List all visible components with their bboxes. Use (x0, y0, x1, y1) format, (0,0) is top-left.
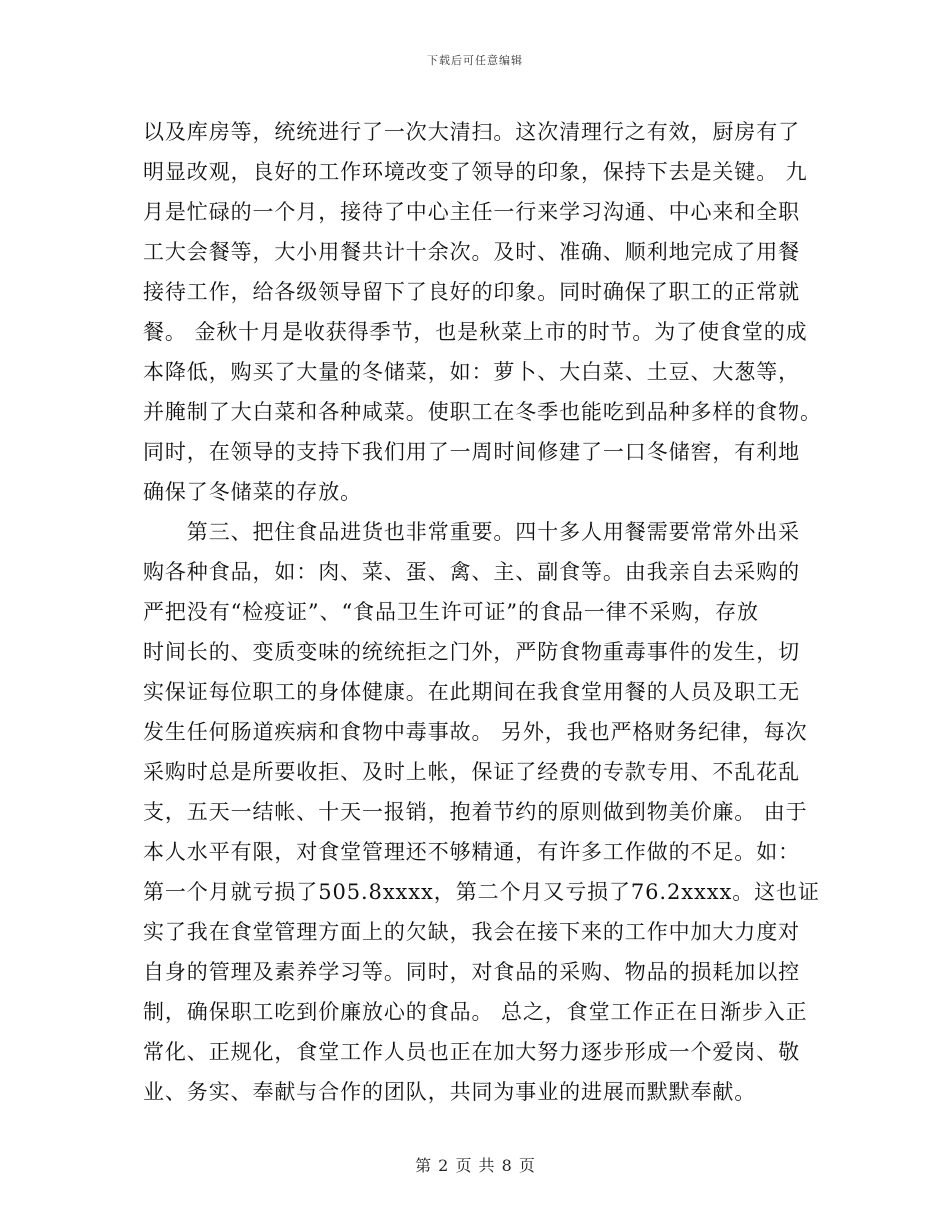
text-line: 实了我在食堂管理方面上的欠缺，我会在接下来的工作中加大力度对 (143, 920, 800, 944)
text-line: 明显改观，良好的工作环境改变了领导的印象，保持下去是关键。 九 (143, 160, 808, 184)
text-line: 月是忙碌的一个月，接待了中心主任一行来学习沟通、中心来和全职 (143, 200, 800, 224)
text-line: 自身的管理及素养学习等。同时，对食品的采购、物品的损耗加以控 (143, 960, 800, 984)
text-line: 业、务实、奉献与合作的团队，共同为事业的进展而默默奉献。 (143, 1080, 757, 1104)
text-line: 第一个月就亏损了505.8xxxx，第二个月又亏损了76.2xxxx。这也证 (143, 880, 820, 904)
text-line: 以及库房等，统统进行了一次大清扫。这次清理行之有效，厨房有了 (143, 120, 800, 144)
text-line: 采购时总是所要收拒、及时上帐，保证了经费的专款专用、不乱花乱 (143, 760, 800, 784)
page-header: 下载后可任意编辑 (427, 54, 523, 67)
text-line: 实保证每位职工的身体健康。在此期间在我食堂用餐的人员及职工无 (143, 680, 800, 704)
text-line: 制，确保职工吃到价廉放心的食品。 总之，食堂工作正在日渐步入正 (143, 1000, 808, 1024)
text-line: 第三、把住食品进货也非常重要。四十多人用餐需要常常外出采 (143, 520, 800, 544)
text-line: 并腌制了大白菜和各种咸菜。使职工在冬季也能吃到品种多样的食物。 (143, 400, 822, 424)
text-line: 时间长的、变质变味的统统拒之门外，严防食物重毒事件的发生，切 (143, 640, 800, 664)
page-number: 第 2 页 共 8 页 (415, 1156, 535, 1175)
text-line: 工大会餐等，大小用餐共计十余次。及时、准确、顺利地完成了用餐 (143, 240, 800, 264)
text-line: 确保了冬储菜的存放。 (143, 480, 362, 504)
text-line: 发生任何肠道疾病和食物中毒事故。 另外，我也严格财务纪律，每次 (143, 720, 808, 744)
text-line: 接待工作，给各级领导留下了良好的印象。同时确保了职工的正常就 (143, 280, 800, 304)
text-line: 本人水平有限，对食堂管理还不够精通，有许多工作做的不足。如： (143, 840, 800, 864)
text-line: 本降低，购买了大量的冬储菜，如：萝卜、大白菜、土豆、大葱等， (143, 360, 800, 384)
text-line: 支，五天一结帐、十天一报销，抱着节约的原则做到物美价廉。 由于 (143, 800, 808, 824)
text-line: 餐。 金秋十月是收获得季节，也是秋菜上市的时节。为了使食堂的成 (143, 320, 808, 344)
text-line: 同时，在领导的支持下我们用了一周时间修建了一口冬储窖，有利地 (143, 440, 800, 464)
text-line: 严把没有“检疫证”、“食品卫生许可证”的食品一律不采购，存放 (143, 600, 759, 624)
text-line: 购各种食品，如：肉、菜、蛋、禽、主、副食等。由我亲自去采购的 (143, 560, 800, 584)
document-body (143, 112, 822, 1112)
text-line: 常化、正规化，食堂工作人员也正在加大努力逐步形成一个爱岗、敬 (143, 1040, 800, 1064)
